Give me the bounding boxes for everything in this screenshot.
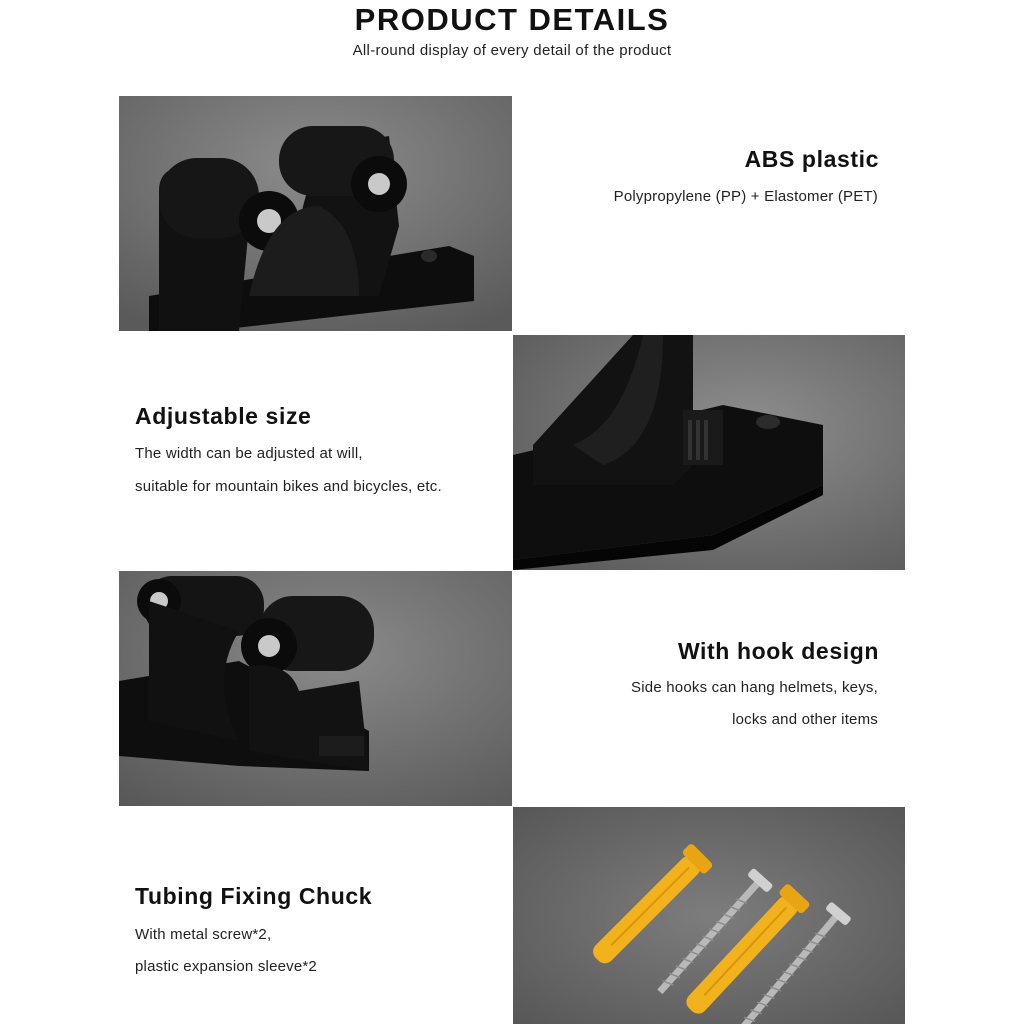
feature-desc-abs-plastic-line-1: Polypropylene (PP) + Elastomer (PET)	[613, 188, 878, 205]
feature-title-tubing-fixing-chuck: Tubing Fixing Chuck	[135, 883, 373, 909]
feature-desc-hook-design-line-1: Side hooks can hang helmets, keys,	[631, 679, 878, 696]
page-title: PRODUCT DETAILS	[354, 2, 670, 37]
feature-desc-hook-design-line-2: locks and other items	[732, 711, 878, 728]
feature-desc-tubing-fixing-chuck-line-1: With metal screw*2,	[135, 926, 272, 943]
feature-desc-adjustable-size-line-2: suitable for mountain bikes and bicycles, etc.	[135, 478, 442, 495]
feature-desc-adjustable-size-line-1: The width can be adjusted at will,	[135, 445, 363, 462]
feature-title-abs-plastic: ABS plastic	[744, 146, 879, 172]
feature-title-adjustable-size: Adjustable size	[135, 403, 312, 429]
photo-hook-design	[119, 571, 512, 806]
photo-screws-anchors	[513, 807, 905, 1024]
photo-abs-plastic	[119, 96, 512, 331]
page-subtitle: All-round display of every detail of the product	[352, 42, 672, 59]
feature-desc-tubing-fixing-chuck-line-2: plastic expansion sleeve*2	[135, 958, 317, 975]
feature-title-hook-design: With hook design	[677, 638, 879, 664]
photo-adjustable-size	[513, 335, 905, 570]
